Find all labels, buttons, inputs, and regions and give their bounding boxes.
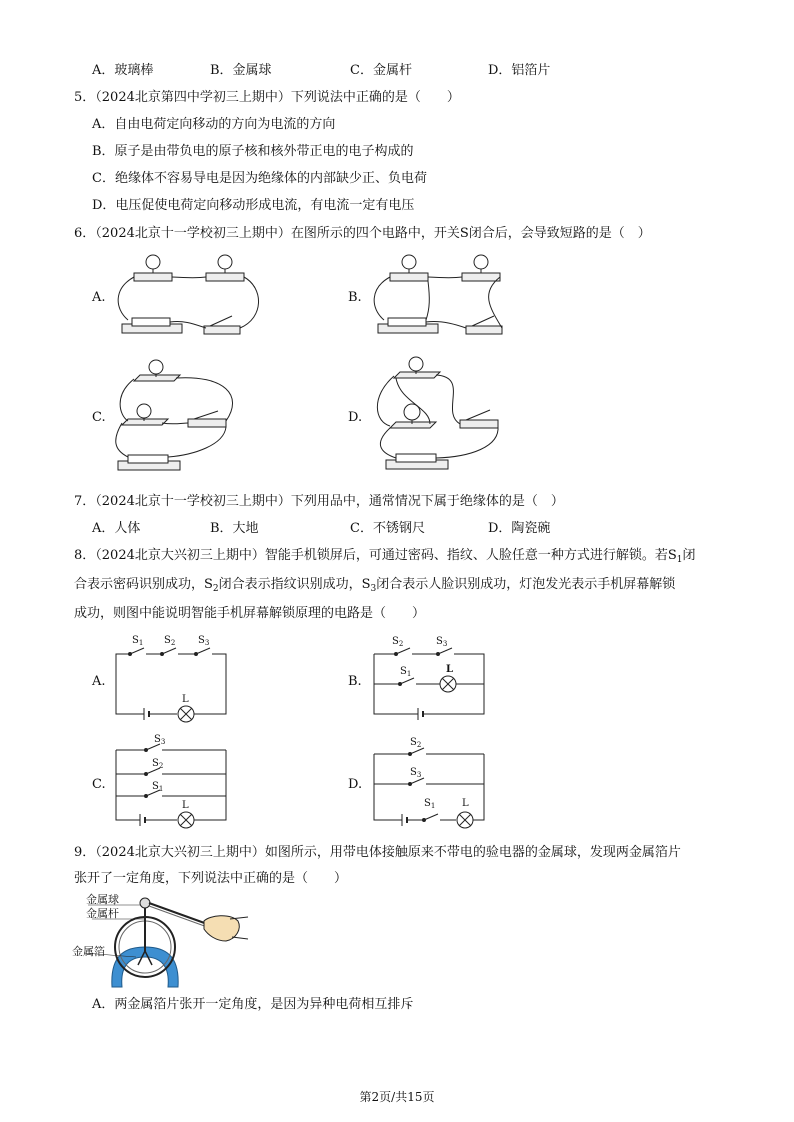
q7-option-c: C．不锈钢尺	[350, 521, 425, 536]
q6-circuit-a	[114, 248, 274, 348]
svg-text:S3: $S_3$	[436, 636, 448, 648]
q4-option-d: D．铝箔片	[488, 63, 551, 78]
q6-circuit-c	[114, 355, 274, 475]
svg-text:S1: $S_1$	[152, 781, 164, 793]
q4-option-a: A．玻璃棒	[92, 63, 154, 78]
svg-text:L: L	[462, 798, 469, 809]
q8-line-2-sub2: 3	[370, 584, 377, 594]
svg-text:S3: $S_3$	[410, 767, 422, 779]
q8-line-2c: 闭合表示人脸识别成功，灯泡发光表示手机屏幕解锁	[376, 577, 676, 592]
svg-text:S1: $S_1$	[400, 666, 412, 678]
svg-text:S3: $S_3$	[154, 734, 166, 746]
q6-label-d: D.	[348, 410, 363, 425]
svg-text:S2: $S_2$	[152, 758, 164, 770]
q8-line-1-sub: 1	[676, 555, 683, 565]
page-footer: 第2页/共15页	[359, 1090, 435, 1104]
label-metal-rod: 金属杆	[86, 907, 119, 920]
q8-line-2-sub1: 2	[212, 584, 219, 594]
q8-line-1-end: 闭	[682, 548, 696, 563]
q6-circuit-b	[370, 248, 530, 348]
svg-text:S1: $S_1$	[132, 635, 144, 647]
q5-option-d: D．电压促使电荷定向移动形成电流，有电流一定有电压	[92, 198, 415, 213]
q8-label-b: B.	[348, 674, 362, 689]
q9-line-1: 9．（2024北京大兴初三上期中）如图所示，用带电体接触原来不带电的验电器的金属球，发现两金属箔片	[74, 845, 681, 860]
q8-line-2	[74, 576, 675, 594]
q6-label-a: A.	[92, 290, 106, 305]
q7-stem: 7．（2024北京十一学校初三上期中）下列用品中，通常情况下属于绝缘体的是（ ）	[74, 494, 564, 509]
q5-option-c: C．绝缘体不容易导电是因为绝缘体的内部缺少正、负电荷	[92, 171, 427, 186]
q8-line-3: 成功，则图中能说明智能手机屏幕解锁原理的电路是（ ）	[74, 606, 426, 621]
q6-stem: 6．（2024北京十一学校初三上期中）在图所示的四个电路中，开关S闭合后，会导致短路的是（ ）	[74, 226, 651, 241]
q7-option-d: D．陶瓷碗	[488, 521, 551, 536]
q8-line-2a: 合表示密码识别成功，S	[74, 577, 213, 592]
q8-label-a: A.	[92, 674, 106, 689]
svg-text:S1: $S_1$	[424, 798, 436, 810]
q9-electroscope-figure	[70, 895, 250, 995]
svg-text:L: L	[446, 664, 454, 675]
q4-option-c: C．金属杆	[350, 63, 412, 78]
q8-line-1-text: 8．（2024北京大兴初三上期中）智能手机锁屏后，可通过密码、指纹、人脸任意一种方式进行解锁。若S	[74, 548, 677, 563]
q8-line-1	[74, 547, 696, 565]
svg-text:S2: $S_2$	[392, 636, 404, 648]
svg-text:S2: $S_2$	[410, 737, 422, 749]
label-metal-foil: 金属箔	[72, 945, 105, 958]
svg-text:S2: $S_2$	[164, 635, 176, 647]
q8-line-2b: 闭合表示指纹识别成功，S	[218, 577, 371, 592]
q8-label-c: C.	[92, 777, 106, 792]
q8-circuit-b	[374, 632, 494, 722]
q5-option-b: B．原子是由带负电的原子核和核外带正电的电子构成的	[92, 144, 414, 159]
q7-option-a: A．人体	[92, 521, 141, 536]
q5-stem: 5．（2024北京第四中学初三上期中）下列说法中正确的是（ ）	[74, 90, 460, 105]
q6-circuit-d	[370, 352, 530, 477]
q9-option-a: A．两金属箔片张开一定角度，是因为异种电荷相互排斥	[92, 997, 414, 1012]
q8-label-d: D.	[348, 777, 363, 792]
label-metal-ball: 金属球	[86, 893, 119, 906]
q7-option-b: B．大地	[210, 521, 259, 536]
q8-circuit-d	[374, 736, 494, 831]
q8-circuit-a	[116, 632, 236, 722]
q9-line-2: 张开了一定角度，下列说法中正确的是（ ）	[74, 871, 348, 886]
q4-option-b: B．金属球	[210, 63, 272, 78]
svg-text:L: L	[182, 800, 189, 811]
svg-text:L: L	[182, 694, 189, 705]
svg-text:S3: $S_3$	[198, 635, 210, 647]
q5-option-a: A．自由电荷定向移动的方向为电流的方向	[92, 117, 336, 132]
q6-label-c: C.	[92, 410, 106, 425]
q6-label-b: B.	[348, 290, 362, 305]
q8-circuit-c	[116, 736, 236, 831]
